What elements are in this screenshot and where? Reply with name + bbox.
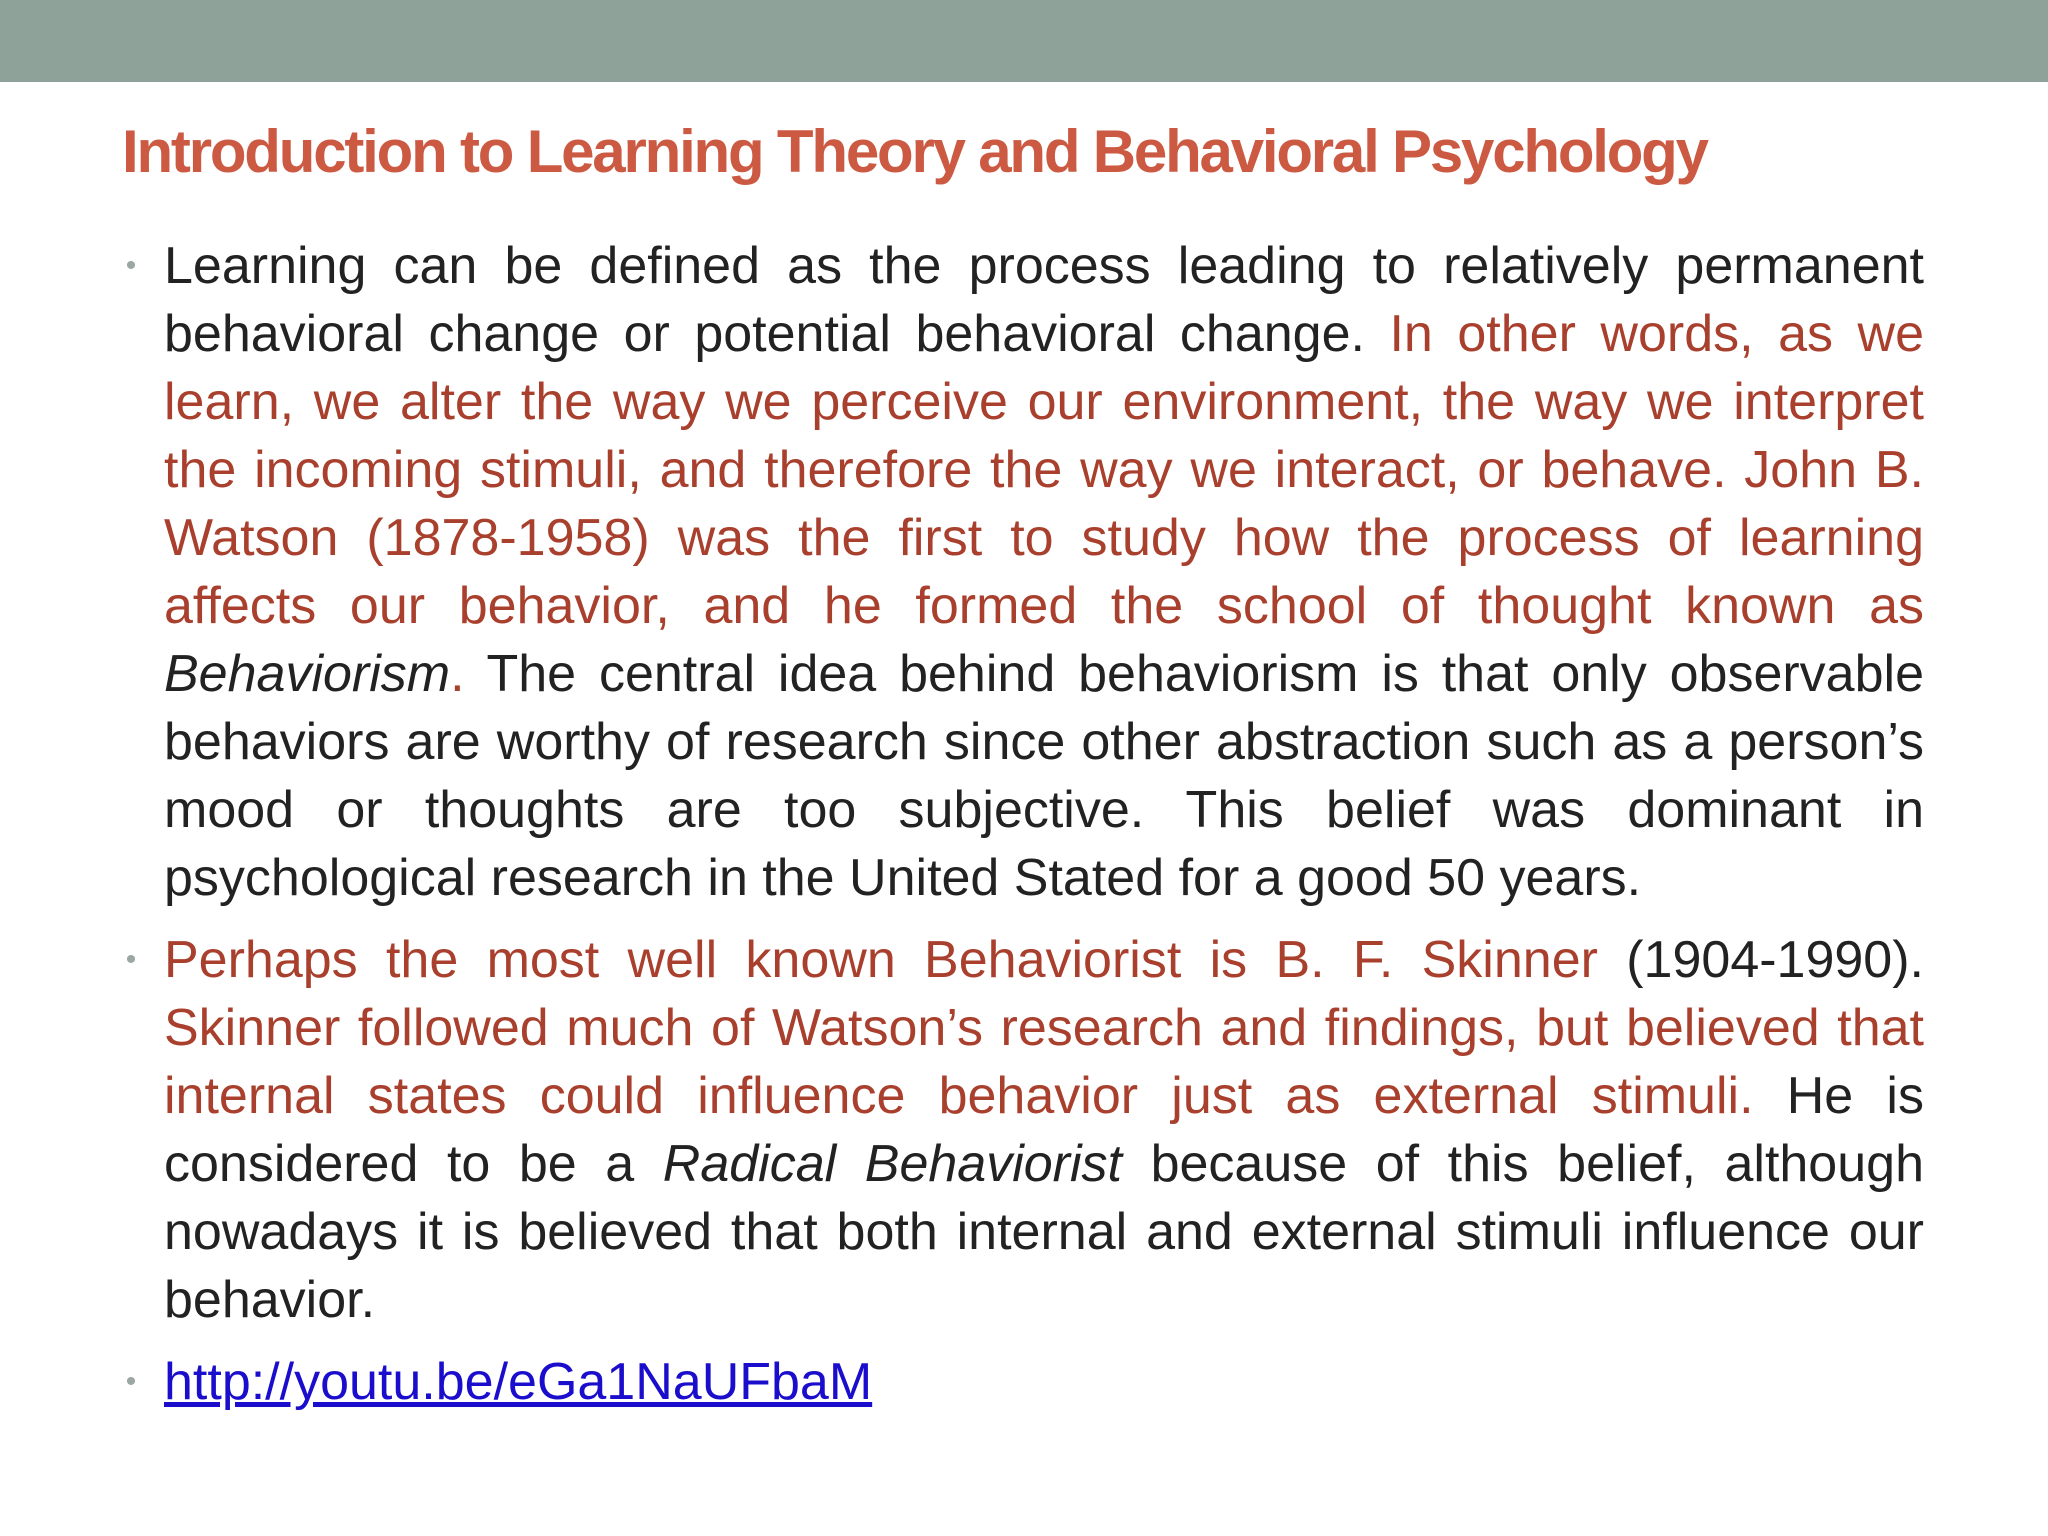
radical-behaviorist-term: Radical Behaviorist bbox=[662, 1135, 1122, 1193]
slide-title: Introduction to Learning Theory and Behavioral Psychology bbox=[122, 118, 1707, 185]
bullet-text-segment: He is considered to be a bbox=[164, 1067, 1924, 1193]
header-band bbox=[0, 0, 2048, 82]
bullet-text-segment-highlight: In other words, as we learn, we alter the way we perceive our environment, the way we interpret the incoming stimuli, and therefore the way we interact, or behave. John B. Watson (1878-1958) was the first to study how the process of learning affects our behavior, and he formed the school of thought known as bbox=[164, 305, 1924, 635]
bullet-item-link bbox=[122, 1348, 1924, 1416]
bullet-text-segment-highlight: Skinner followed much of Watson’s research and findings, but believed that internal states could influence behavior just as external stimuli. bbox=[164, 999, 1924, 1125]
bullet-text-segment-highlight: . bbox=[450, 645, 487, 703]
bullet-marker: • bbox=[125, 943, 137, 976]
bullet-marker: • bbox=[125, 249, 137, 282]
bullet-text-segment: because of this belief, although nowadays it is believed that both internal and external stimuli influence our behavior. bbox=[164, 1135, 1924, 1329]
bullet-item-skinner bbox=[122, 926, 1924, 1334]
bullet-text-segment-highlight: Perhaps the most well known Behaviorist is B. F. Skinner bbox=[164, 931, 1598, 989]
behaviorism-term: Behaviorism bbox=[164, 645, 451, 703]
bullet-text-segment: (1904-1990). bbox=[1597, 931, 1924, 989]
bullet-text-segment: Learning can be defined as the process leading to relatively permanent behavioral change or potential behavioral change. bbox=[164, 237, 1924, 363]
bullet-marker: • bbox=[125, 1365, 137, 1398]
youtube-link[interactable]: http://youtu.be/eGa1NaUFbaM bbox=[164, 1353, 873, 1411]
bullet-list bbox=[122, 232, 1924, 1430]
bullet-item-watson bbox=[122, 232, 1924, 912]
bullet-text-segment: The central idea behind behaviorism is that only observable behaviors are worthy of research since other abstraction such as a person’s mood or thoughts are too subjective. This belief was dominant in psychological research in the United Stated for a good 50 years. bbox=[164, 645, 1924, 907]
